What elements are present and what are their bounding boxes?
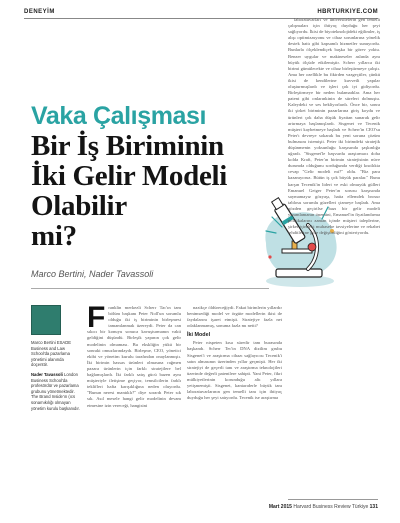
issue-date: Mart 2015 [268, 504, 292, 510]
page-footer [269, 504, 378, 510]
bio-text: London Business School'da profesördür ve pazarlama grubunu yönetmektedir. The Brand Inside'ın (ıcs sonamıkılığı olmayan yönetim kurulu başkanıdır. [31, 371, 80, 411]
bio-bertini: Marco Bertini ESADE Business and Law School'da pazarlama yönetimi alanında doçenttir. [31, 340, 72, 368]
author-photo [31, 305, 61, 335]
section-subhead: İki Model [187, 332, 211, 339]
article-authors: Marco Bertini, Nader Tavassoli [31, 269, 154, 279]
title-line: Bir İş Biriminin [31, 130, 224, 162]
title-line: Olabilir [31, 190, 127, 222]
body-paragraph: Peter nispeten kısa süredir tam burasında başkandı. Scherr Tec'in DNA dizilim grubu Sisgenet'i ve araştırma cihazı sağlayıcısı Tecenik'i satın almasının üzerinden yıllar geçmişti. Her iki stratejiyi de geçerli tanı ve araştırma teknolojileri üzerinde değerli patentlere sahipti. Yani Peter, fikri mülkiyetlerinin korunduğu altı yıllara yetişmemişti. Sisgenet, kantarıderle büyük tanı laboratuvarlarının gen temelli tanı için ihtiyaç duyduğu her şeyi satıyordu. Tecenik ise araştırma [187, 340, 282, 401]
body-column-1 [87, 301, 181, 409]
body-paragraph: nazikçe öldüreceğiydi. Fakat birimlerin yıllardır benimsediği model ve örgüte modellerin ikisi de faydalarını işaret etmişti. Stratejiye fazla net odaklanmamış, sonuma fazla mı netti? [187, 305, 282, 329]
microscope-base [276, 269, 322, 277]
publication-name: Harvard Business Review Türkiye [293, 504, 369, 510]
body-text: ranklin merkezli Scherr Tac'ın tam bölüm başkanı Peter Noll'un sorumlu olduğu iki iş biriminin birleşmesi tamamlanmak üzereydi. Peter da can sıkıcı bir konuyu sonuca kavuşturmanın vakti geldiğini düşündü. Birleşik yapının çok gelir modelinin olmaması. Bu ekskliğin yükü bir sonraki omuzlarındaydı. Birleşme, CEO, yönetici ekibi ve yönetim kurulu tarafından onaylanmıştı. İki birimin hassas ürünleri olmasına rağmen pazara ürünlerin için farklı stratejilere bel bağlamışlardı. İki farklı satış gücü bazen aynı müşteriyle iletişime geçiyor, temsilcilerin farklı teklifleri hafta karışıklığına neden oluyordu. "Bunun neresi mantıklı?" diye sorardı Peter sık sık. Asıl mesele hangi gelir modelinin devam etmesine izin vereceği, hangisini [87, 305, 181, 408]
bio-tavassoli [31, 372, 81, 411]
title-line: İki Gelir Modeli [31, 160, 228, 192]
authors-divider [31, 288, 269, 289]
sparkle [268, 255, 271, 258]
microscope-stage [282, 249, 312, 253]
focus-knob [308, 243, 316, 251]
body-paragraph: laboratuvarları ve üniversitelerin gen temelli çalışmaları için ihtiyaç duyduğu her şeyi sağlıyordu. İkisi de biyoteknolojideki eğilimler, iş alışı optimizasyonu ve cihaz sorunlarına yönelik destek hattı gibi kapsamlı hizmetler sunuyordu. Bunlarla ölçeklendiçek başka bir görev yoktu. Benzer uygular ve makineseler aslında aynı büyük ölçüde etkilemiştir. Scherr yıllarca iki birimi gümülecekte ve cihaz birleştirmeye çalıştı. Ama her ozellikle bu fikirden vazgeçtiler, çünkü ikisi de kendilerine kuvvetli yapılar oluşturmuşlardı ve işleri çok iyi gidiyordu. Birleştirmeye bir neden bulamadılar. Ama her patent gibi onlarınkinin de süreleri dolmuştu. Kaleydeki ve ses bekliyorlardı. Önce bir, sonra iki şirket biriminin pazarlarına giriş koydu ve ürünleri çok daha düşük fiyattan sunarak gelir artırmaya başlamışlardı. Sisgenet ve Tecenik müşteri kaybetmeye başladı ve Scherr'in CEO'su Peter'ı devreye sokarak bu yeni soruna çözüm bulmasını istemişti. Peter iki birimdeki stratejik düşünmenin yoksunluğu karşısında şaşkınlığa uğradı. "Sisgenet'le başvurdu araştırmacı doha kolda Kraft, Peter'ın birimin stratejisinin nüve durumda olduğunu sorduğunda verdiği kısıtlıkta cevap "Gelir modeli mi?" oldu. "Biz para kazanıyoruz. Bütün iş çok büyük paralar." Bunu karşın Tecenik'in lideri ve eski olmuyük gülleri Emanuel Geiger Peter'ın sorusu karşısında saymamayız gözyaşı, hatta ellemdek brosur tablosu sorumlu güzelleri çizmeye başladı. Ama gözden geçirilse bazı bir gelir modeli yanımlamanın önemini, Emanuel'in fiyatlandırma politikalarını zaman içinde müşteri taleplerine, şirket içindeki muhasebe tavsiyelerine ve rekabet tehditlerine göre değiştirdiğini gösteriyordu. [288, 17, 380, 236]
drop-cap: F [87, 301, 106, 334]
article-kicker: Vaka Çalışması [31, 102, 207, 130]
page-number: 131 [369, 504, 378, 510]
section-label: DENEYİM [24, 9, 55, 15]
article-title [31, 131, 269, 251]
title-line: mi? [31, 220, 77, 252]
body-column-2 [187, 305, 282, 401]
footer-divider [288, 499, 378, 500]
author-bio [31, 340, 81, 415]
site-url[interactable]: HBRTURKIYE.COM [317, 9, 378, 15]
bio-name: Nader Tavassoli [31, 371, 63, 377]
body-column-3 [288, 17, 380, 236]
